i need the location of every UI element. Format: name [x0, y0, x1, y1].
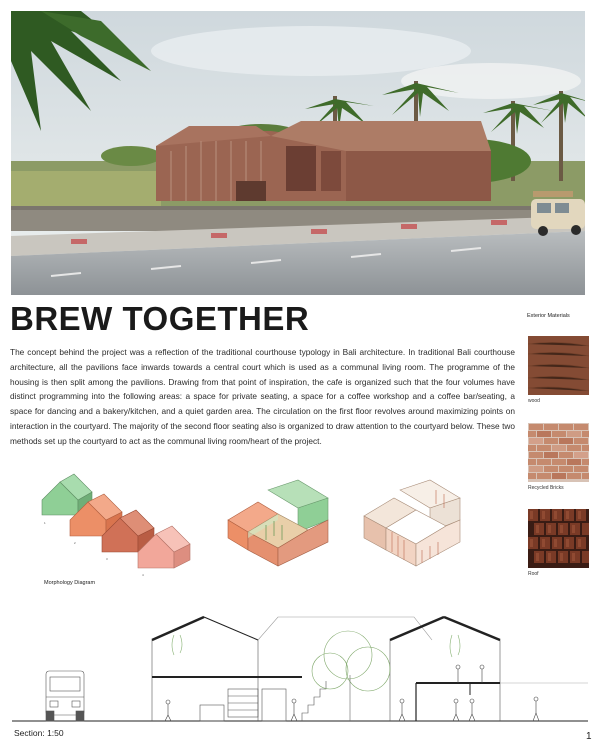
page-number: 1 — [586, 731, 592, 742]
morphology-step-1 — [42, 474, 190, 577]
bricks-swatch — [528, 423, 589, 482]
section-drawing — [12, 605, 588, 730]
roof-label: Roof — [528, 571, 539, 577]
hero-rendering — [11, 11, 585, 295]
morph-number-1: 1 — [44, 521, 46, 525]
cafe-building — [156, 121, 491, 201]
wood-swatch — [528, 336, 589, 395]
bricks-label: Recycled Bricks — [528, 485, 564, 491]
project-title: BREW TOGETHER — [10, 300, 310, 337]
morphology-step-2 — [228, 480, 328, 566]
section-label: Section: 1:50 — [14, 728, 64, 738]
morph-number-4: 4 — [142, 573, 144, 577]
roof-swatch — [528, 509, 589, 568]
wood-label: wood — [528, 398, 540, 404]
morph-number-2: 2 — [74, 541, 76, 545]
project-description: The concept behind the project was a reflection of the traditional courthouse typology in Bali architecture. In traditional Bali courthouse architecture, all the pavilions face inwards towards a central court which is used as a communal living room. The programme of the housing is then split among the pavilions. Drawing from that point of inspiration, the cafe is organized such that the four volumes have distinct programming into the following areas: a space for private seating, a space for a coffee workshop and a coffee bar/seating, a space for dancing and a bakery/kitchen, and a quiet garden area. The circulation on the first floor revolves around maximizing points on interaction in the courtyard. The majority of the second floor seating also is organized to draw attention to the courtyard below. These two methods set up the courtyard to act as the communal living room/heart of the project. — [10, 347, 515, 446]
morphology-step-3 — [364, 480, 460, 566]
morph-number-3: 3 — [106, 557, 108, 561]
morphology-label: Morphology Diagram — [44, 580, 96, 586]
morphology-diagrams — [30, 470, 500, 580]
materials-heading: Exterior Materials — [527, 313, 570, 319]
